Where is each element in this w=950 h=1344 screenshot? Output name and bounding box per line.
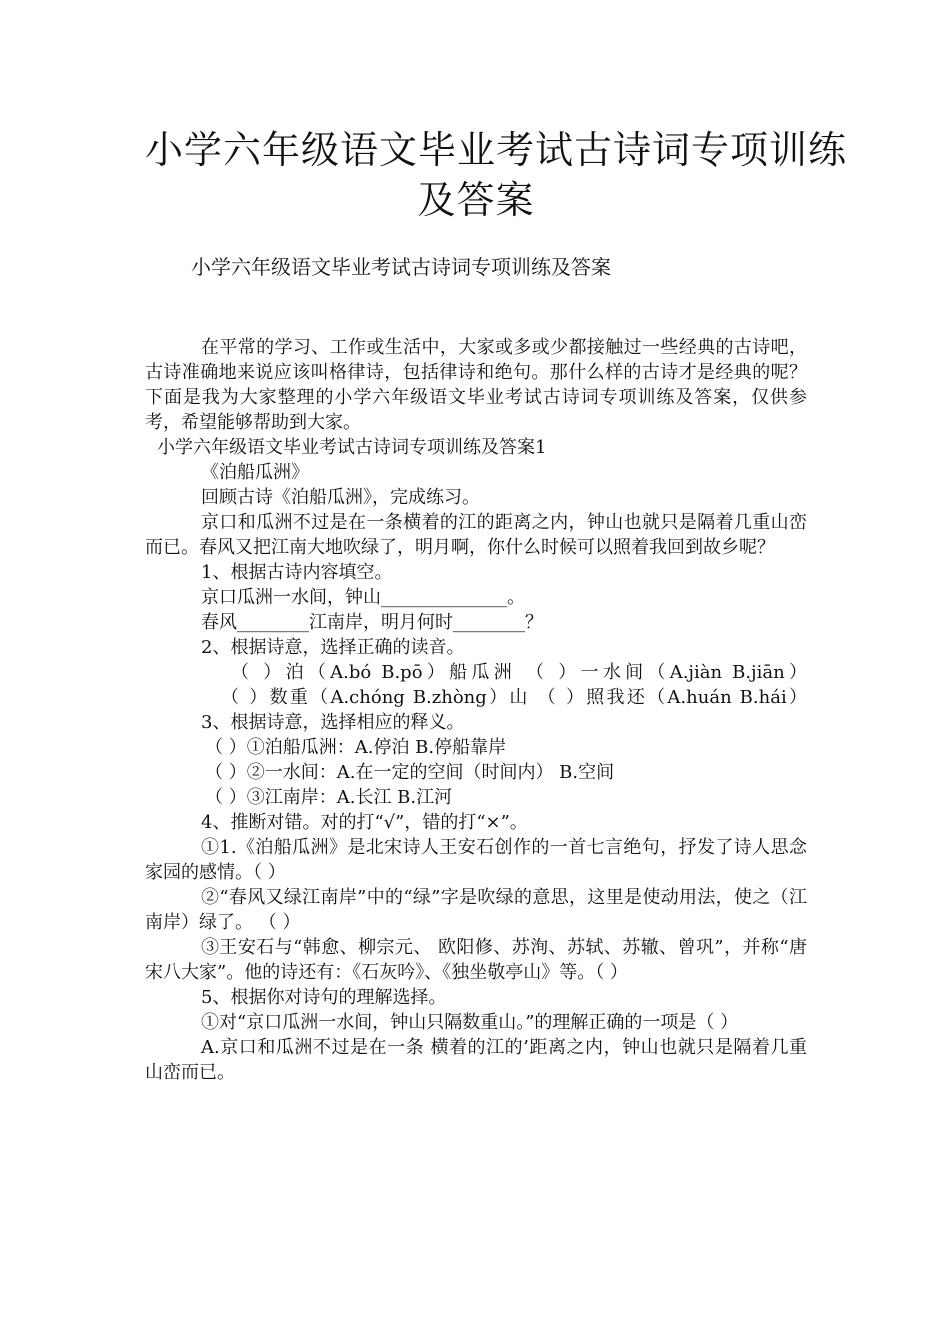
q4-item-2: ②“春风又绿江南岸”中的“绿”字是吹绿的意思，这里是使动用法，使之（江南岸）绿了。 （ ） — [145, 887, 807, 933]
q2-pinyin-line-2: （ ）数重（A.chóng B.zhòng）山 （ ）照我还（A.huán B.hái） — [221, 687, 807, 708]
q3-option-3: （ ）③江南岸：A.长江 B.江河 — [205, 787, 453, 808]
q4-item-3: ③王安石与“韩愈、柳宗元、 欧阳修、苏洵、苏轼、苏辙、曾巩”，并称“唐宋八大家”。他的诗还有：《石灰吟》、《独坐敬亭山》等。（ ） — [145, 937, 807, 983]
q3-option-2: （ ）②一水间：A.在一定的空间（时间内） B.空间 — [205, 762, 615, 783]
q5-item-1: ①对“京口瓜洲一水间，钟山只隔数重山。”的理解正确的一项是（ ） — [201, 1012, 739, 1033]
q1-blank-line-1: 京口瓜洲一水间，钟山______________。 — [201, 587, 525, 608]
q4-item-1: ①1.《泊船瓜洲》是北宋诗人王安石创作的一首七言绝句，抒发了诗人思念家园的感情。（ ） — [145, 837, 807, 883]
q3-heading: 3、根据诗意，选择相应的释义。 — [201, 712, 465, 733]
q4-heading: 4、推断对错。对的打“√”，错的打“×”。 — [201, 812, 528, 833]
q2-heading: 2、根据诗意，选择正确的读音。 — [201, 637, 465, 658]
q1-heading: 1、根据古诗内容填空。 — [201, 562, 393, 583]
q1-blank-line-2: 春风________江南岸，明月何时________？ — [201, 612, 543, 633]
document-subtitle: 小学六年级语文毕业考试古诗词专项训练及答案 — [191, 255, 611, 279]
document-body — [145, 335, 807, 1085]
q5-heading: 5、根据你对诗句的理解选择。 — [201, 987, 447, 1008]
document-page — [145, 125, 848, 1085]
section-heading: 小学六年级语文毕业考试古诗词专项训练及答案1 — [157, 437, 547, 458]
intro-paragraph: 在平常的学习、工作或生活中，大家或多或少都接触过一些经典的古诗吧，古诗准确地来说应该叫格律诗，包括律诗和绝句。那什么样的古诗才是经典的呢？下面是我为大家整理的小学六年级语文毕业考试古诗词专项训练及答案，仅供参考，希望能够帮助到大家。 — [145, 337, 807, 433]
q2-pinyin-line-1: （ ）泊（A.bó B.pō）船瓜洲 （ ）一水间（A.jiàn B.jiān） — [231, 662, 807, 683]
title-line-1: 小学六年级语文毕业考试古诗词专项训练 — [145, 128, 848, 172]
title-line-2: 及答案 — [417, 178, 535, 222]
q3-option-1: （ ）①泊船瓜洲：A.停泊 B.停船靠岸 — [205, 737, 507, 758]
q5-option-a: A.京口和瓜洲不过是在一条 横着的江的’距离之内，钟山也就只是隔着几重山峦而已。 — [145, 1037, 807, 1083]
poem-title: 《泊船瓜洲》 — [201, 462, 309, 483]
poem-translation: 京口和瓜洲不过是在一条横着的江的距离之内，钟山也就只是隔着几重山峦而已。春风又把江南大地吹绿了，明月啊，你什么时候可以照着我回到故乡呢？ — [145, 512, 807, 558]
review-instruction: 回顾古诗《泊船瓜洲》，完成练习。 — [201, 487, 480, 508]
document-title — [145, 125, 848, 225]
